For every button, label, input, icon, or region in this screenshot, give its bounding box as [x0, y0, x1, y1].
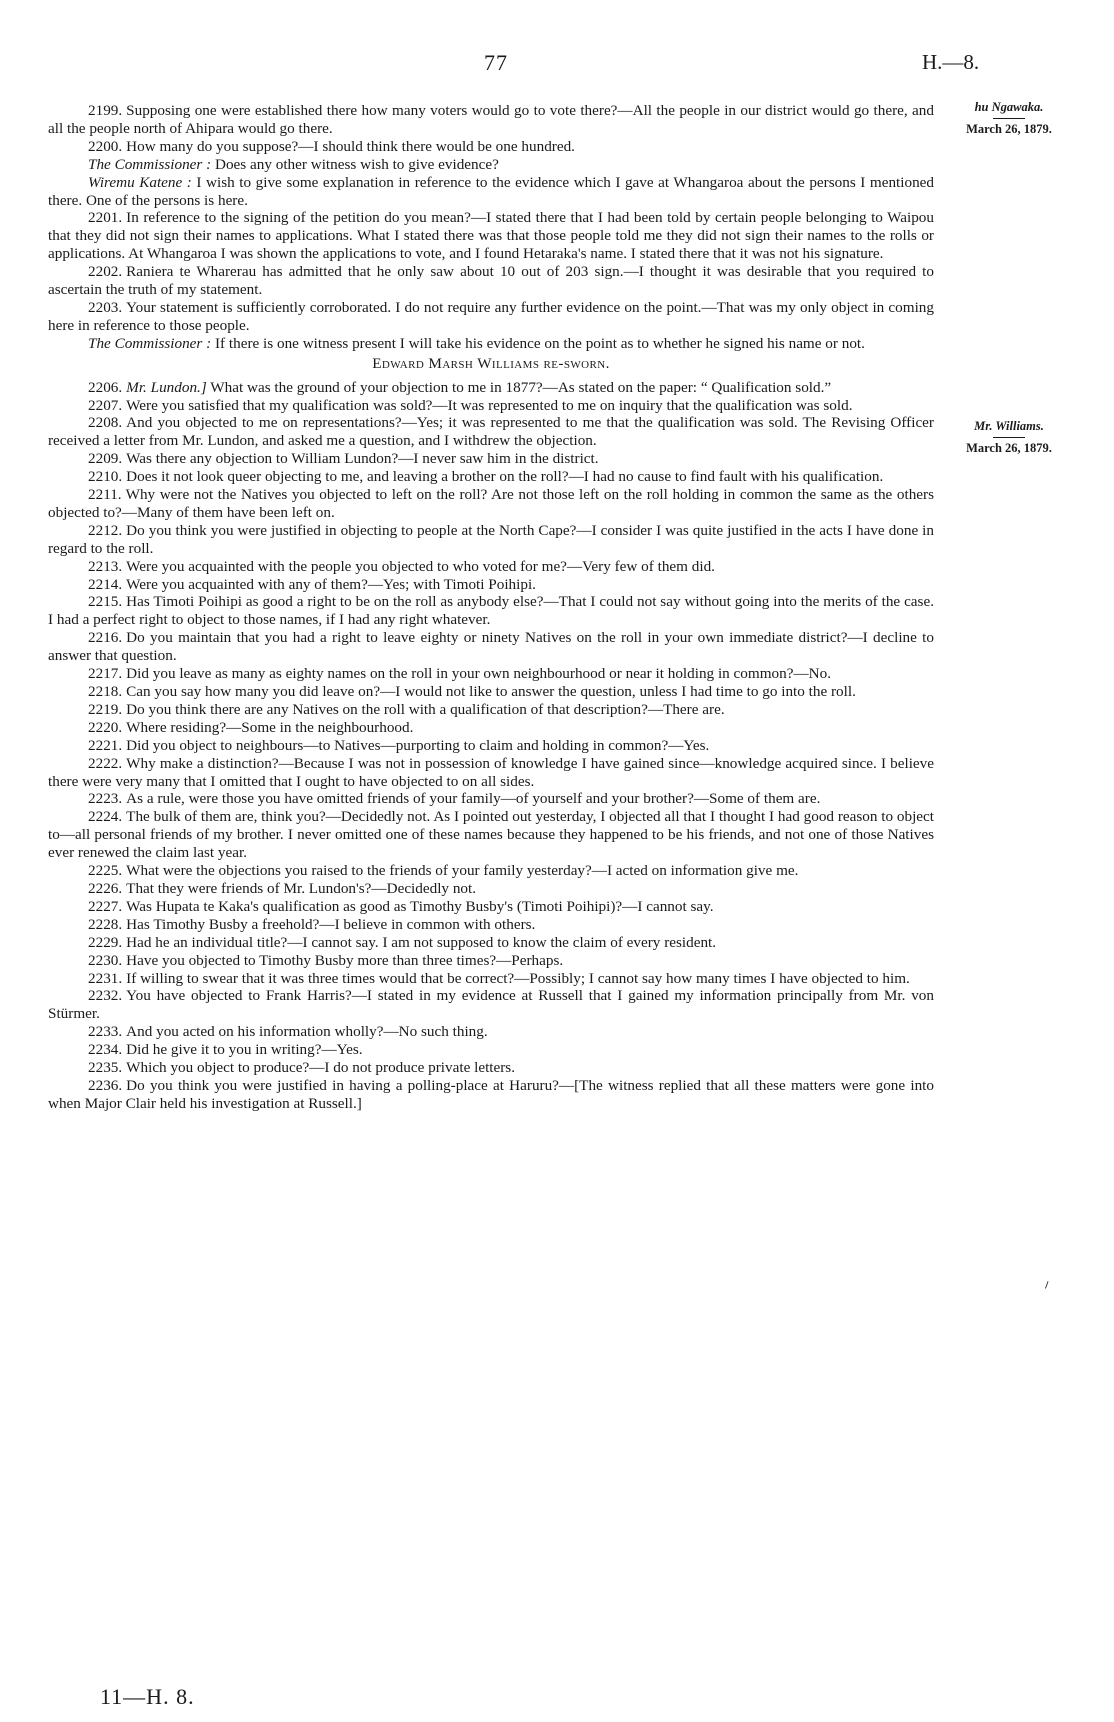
paragraph-text: Can you say how many you did leave on?—I would not like to answer the question, unless I had time to go into the roll. [126, 683, 856, 700]
qa-paragraph [48, 629, 934, 665]
qa-paragraph [48, 486, 934, 522]
question-number: 2224. [88, 808, 123, 826]
margin-note-name: hu Ngawaka. [974, 100, 1044, 114]
question-number: 2225. [88, 862, 123, 880]
question-number: 2233. [88, 1023, 123, 1041]
paragraph-text: Did you object to neighbours—to Natives—purporting to claim and holding in common?—Yes. [126, 736, 710, 754]
question-number: 2199. [88, 102, 123, 119]
paragraph-text: Has Timoti Poihipi as good a right to be on the roll as anybody else?—That I could not say without going into the merits of the case. I had a perfect right to object to those names, if I had any right whatever. [48, 593, 934, 629]
qa-paragraph [48, 970, 934, 988]
paragraph-text: That they were friends of Mr. Lundon's?—Decidedly not. [126, 879, 477, 897]
paragraph-text: Were you satisfied that my qualification was sold?—It was represented to me on inquiry that the qualification was sold. [126, 396, 853, 414]
paragraph-text: Supposing one were established there how many voters would go to vote there?—All the people in our district would go there, and all the people north of Ahipara would go there. [48, 102, 934, 137]
speaker-label: The Commissioner : [88, 155, 212, 173]
paragraph-text: The bulk of them are, think you?—Decidedly not. As I pointed out yesterday, I objected all that I thought I had good reason to object to—all personal friends of my brother. I never omitted one of these names because they happened to be his friends, and not one of those Natives ever renewed the claim last year. [48, 808, 934, 862]
question-number: 2202. [88, 263, 123, 281]
paragraph-text: And you acted on his information wholly?—No such thing. [126, 1023, 488, 1041]
paragraph-text: Has Timothy Busby a freehold?—I believe in common with others. [126, 915, 536, 933]
paragraph-text: Were you acquainted with any of them?—Yes; with Timoti Poihipi. [126, 575, 536, 593]
question-number: 2212. [88, 521, 123, 539]
body-text [48, 102, 934, 1113]
margin-note-williams [944, 419, 1074, 455]
question-number: 2203. [88, 298, 123, 316]
qa-paragraph [48, 335, 934, 353]
margin-note-date: March 26, 1879. [966, 441, 1052, 455]
qa-paragraph [48, 683, 934, 701]
qa-paragraph [48, 299, 934, 335]
section-heading: Edward Marsh Williams re-sworn. [372, 354, 610, 372]
question-number: 2230. [88, 951, 123, 969]
qa-paragraph [48, 987, 934, 1023]
question-number: 2228. [88, 915, 123, 933]
question-number: 2232. [88, 987, 123, 1005]
qa-paragraph [48, 701, 934, 719]
footer-signature: 11—H. 8. [100, 1684, 195, 1709]
qa-paragraph [48, 209, 934, 263]
stray-pen-mark: ⸝ [1038, 1272, 1053, 1292]
question-number: 2218. [88, 683, 123, 700]
speaker-label: The Commissioner : [88, 334, 212, 352]
paragraph-text: Was Hupata te Kaka's qualification as good as Timothy Busby's (Timoti Poihipi)?—I cannot say. [126, 897, 714, 915]
paragraph-text: I wish to give some explanation in reference to the evidence which I gave at Whangaroa about the persons I mentioned there. One of the persons is here. [48, 173, 935, 209]
paragraph-text: Your statement is sufficiently corroborated. I do not require any further evidence on the point.—That was my only object in coming here in reference to those people. [48, 298, 934, 334]
paragraph-text: You have objected to Frank Harris?—I stated in my evidence at Russell that I gained my information principally from Mr. von Stürmer. [48, 987, 934, 1023]
qa-paragraph [48, 755, 934, 791]
question-number: 2209. [88, 450, 123, 468]
paragraph-text: Do you think you were justified in having a polling-place at Haruru?—[The witness replied that all these matters were gone into when Major Clair held his investigation at Russell.] [48, 1076, 934, 1112]
qa-paragraph [48, 737, 934, 755]
qa-paragraph [48, 790, 934, 808]
qa-paragraph [48, 880, 934, 898]
question-number: 2227. [88, 897, 123, 915]
question-number: 2217. [88, 665, 123, 683]
qa-paragraph [48, 522, 934, 558]
question-number: 2231. [88, 969, 123, 987]
question-number: 2235. [88, 1059, 123, 1077]
speaker-label: Mr. Lundon.] [126, 378, 207, 396]
margin-note-date: March 26, 1879. [966, 122, 1052, 136]
qa-paragraph [48, 719, 934, 737]
qa-paragraph [48, 174, 934, 210]
paragraph-text: If willing to swear that it was three times would that be correct?—Possibly; I cannot say how many times I have objected to him. [126, 969, 910, 987]
qa-paragraph [48, 862, 934, 880]
question-number: 2219. [88, 700, 123, 718]
question-number: 2220. [88, 718, 123, 736]
paragraph-text: In reference to the signing of the petition do you mean?—I stated there that I had been told by certain people belonging to Waipou that they did not sign their names to applications. What I stated there was that those people told me they did not sign their names to the rolls or applications. At Whangaroa I was shown the applications to vote, and I found Hetaraka's name. I stated there that it was not his signature. [48, 209, 934, 263]
paragraph-text: Did you leave as many as eighty names on the roll in your own neighbourhood or near it holding in common?—No. [126, 665, 831, 683]
question-number: 2216. [88, 629, 123, 647]
paragraphs-after [48, 379, 934, 1113]
question-number: 2223. [88, 790, 123, 808]
qa-paragraph [48, 1023, 934, 1041]
margin-note-name: Mr. Williams. [974, 419, 1044, 433]
paragraph-text: Why were not the Natives you objected to left on the roll? Are not those left on the roll holding in common the same as the others objected to?—Many of them have been left on. [48, 486, 934, 521]
question-number: 2206. [88, 378, 123, 396]
margin-note-divider [993, 118, 1025, 119]
question-number: 2207. [88, 396, 123, 414]
question-number: 2222. [88, 754, 123, 772]
qa-paragraph [48, 934, 934, 952]
paragraph-text: How many do you suppose?—I should think there would be one hundred. [126, 137, 575, 155]
qa-paragraph [48, 916, 934, 934]
qa-paragraph [48, 1059, 934, 1077]
qa-paragraph [48, 263, 934, 299]
paragraph-text: Raniera te Wharerau has admitted that he only saw about 10 out of 203 sign.—I thought it was desirable that you required to ascertain the truth of my statement. [48, 263, 934, 299]
paragraph-text: And you objected to me on representations?—Yes; it was represented to me that the qualification was sold. The Revising Officer received a letter from Mr. Lundon, and asked me a question, and I withdrew the objection. [48, 414, 934, 450]
qa-paragraph [48, 379, 934, 397]
paragraph-text: As a rule, were those you have omitted friends of your family—of yourself and your brother?—Some of them are. [126, 790, 821, 808]
qa-paragraph [48, 1077, 934, 1113]
page-number: 77 [484, 50, 508, 75]
paragraph-text: Did he give it to you in writing?—Yes. [126, 1041, 363, 1059]
question-number: 2221. [88, 736, 123, 754]
qa-paragraph [48, 576, 934, 594]
qa-paragraph [48, 414, 934, 450]
paragraph-text: Does any other witness wish to give evidence? [215, 155, 499, 173]
qa-paragraph [48, 593, 934, 629]
paragraphs-before [48, 102, 934, 353]
question-number: 2208. [88, 414, 123, 432]
qa-paragraph [48, 808, 934, 862]
question-number: 2210. [88, 468, 123, 486]
margin-note-divider [993, 437, 1025, 438]
question-number: 2226. [88, 879, 123, 897]
question-number: 2214. [88, 575, 123, 593]
paragraph-text: Which you object to produce?—I do not produce private letters. [126, 1059, 516, 1077]
qa-paragraph [48, 156, 934, 174]
paragraph-text: Do you think you were justified in objecting to people at the North Cape?—I consider I was quite justified in the acts I have done in regard to the roll. [48, 521, 934, 557]
paragraph-text: Was there any objection to William Lundon?—I never saw him in the district. [126, 450, 599, 468]
question-number: 2236. [88, 1076, 123, 1094]
qa-paragraph [48, 397, 934, 415]
qa-paragraph [48, 1041, 934, 1059]
speaker-label: Wiremu Katene : [88, 173, 192, 191]
paragraph-text: What was the ground of your objection to me in 1877?—As stated on the paper: “ Qualification sold.” [210, 378, 832, 396]
qa-paragraph [48, 898, 934, 916]
qa-paragraph [48, 102, 934, 138]
paragraph-text: Does it not look queer objecting to me, and leaving a brother on the roll?—I had no cause to find fault with his qualification. [126, 468, 884, 486]
question-number: 2211. [88, 486, 122, 504]
qa-paragraph [48, 138, 934, 156]
question-number: 2229. [88, 933, 123, 951]
question-number: 2201. [88, 209, 123, 227]
paragraph-text: Have you objected to Timothy Busby more than three times?—Perhaps. [126, 951, 564, 969]
paragraph-text: If there is one witness present I will take his evidence on the point as to whether he signed his name or not. [215, 334, 865, 352]
question-number: 2213. [88, 557, 123, 575]
document-reference: H.—8. [922, 50, 980, 74]
paragraph-text: Had he an individual title?—I cannot say. I am not supposed to know the claim of every resident. [126, 933, 717, 951]
margin-note-ngawaka [944, 100, 1074, 136]
paragraph-text: Do you maintain that you had a right to leave eighty or ninety Natives on the roll in your own immediate district?—I decline to answer that question. [48, 629, 934, 665]
qa-paragraph [48, 665, 934, 683]
paragraph-text: Do you think there are any Natives on the roll with a qualification of that description?—There are. [126, 700, 725, 718]
paragraph-text: Where residing?—Some in the neighbourhood. [126, 718, 414, 736]
qa-paragraph [48, 450, 934, 468]
paragraph-text: Were you acquainted with the people you objected to who voted for me?—Very few of them did. [126, 557, 715, 575]
qa-paragraph [48, 558, 934, 576]
question-number: 2215. [88, 593, 123, 611]
paragraph-text: What were the objections you raised to the friends of your family yesterday?—I acted on information give me. [126, 862, 799, 880]
qa-paragraph [48, 952, 934, 970]
paragraph-text: Why make a distinction?—Because I was not in possession of knowledge I have gained since—knowledge acquired since. I believe there were very many that I omitted that I ought to have objected to on all sides. [48, 754, 934, 790]
qa-paragraph [48, 468, 934, 486]
question-number: 2200. [88, 137, 123, 155]
question-number: 2234. [88, 1041, 123, 1059]
